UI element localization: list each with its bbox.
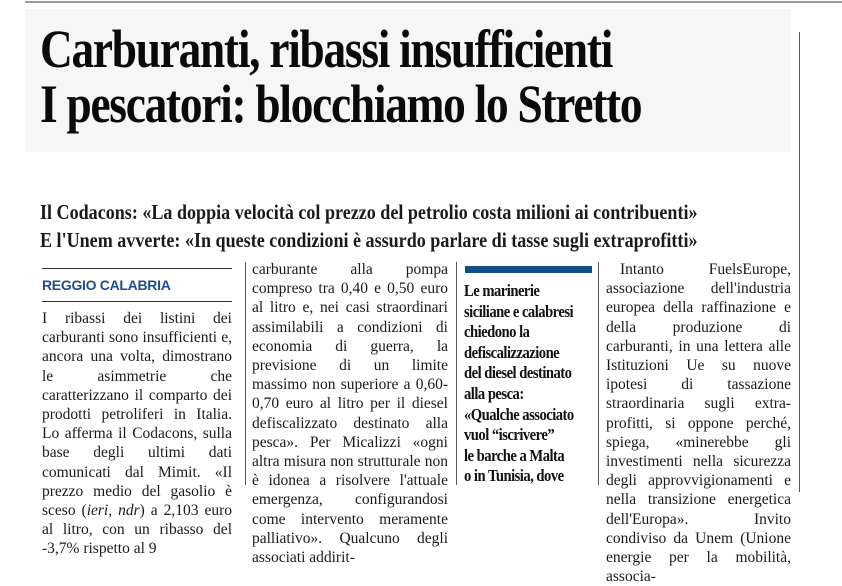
headline-line-1: Carburanti, ribassi insufficienti bbox=[40, 19, 613, 79]
pullquote-line: o in Tunisia, dove bbox=[464, 466, 564, 486]
pullquote-line: «Qualche associato bbox=[464, 404, 574, 424]
pullquote-line: chiedono la bbox=[464, 322, 530, 342]
pullquote-line: siciliane e calabresi bbox=[464, 301, 574, 321]
pullquote-line: le barche a Malta bbox=[464, 445, 565, 465]
article-column-4 bbox=[606, 260, 791, 586]
column-4-paragraph: Intanto FuelsEurope, associazione dell'industria europea della raffinazione e della produzione di carburanti, in una lettera alle Istituzioni Ue su nuove ipotesi di tassazione straordinaria sugli extra-profitti, si oppone perché, spiega, «minerebbe gli investimenti nella sicurezza degli approvvigionamenti e nella transizione energetica dell'Europa». Invito condiviso da Unem (Unione energie per la mobilità, associa- bbox=[606, 261, 791, 586]
italic-note: ieri, ndr bbox=[86, 502, 140, 520]
column-2-paragraph: carburante alla pompa compreso tra 0,40 e 0,50 euro al litro e, nei casi straordinari assimilabili a condizioni di economia di guerra, la previsione di un limite massimo non superiore a 0,60-0,70 euro al litro per il diesel defiscalizzato destinato alla pesca». Per Micalizzi «ogni altra misura non strutturale non è idonea a risolvere l'attuale emergenza, configurandosi come intervento meramente palliativo». Qualcuno degli associati addirit- bbox=[252, 261, 448, 567]
top-rule bbox=[25, 1, 842, 3]
pullquote-line: defiscalizzazione bbox=[464, 342, 560, 362]
sidebar-pullquote bbox=[464, 281, 584, 487]
sidebar-accent-bar bbox=[465, 266, 592, 273]
column-divider-3 bbox=[598, 262, 599, 485]
dateline-rule-bottom bbox=[42, 301, 232, 302]
column-divider-2 bbox=[456, 262, 457, 485]
subheadline-line-1: Il Codacons: «La doppia velocità col prezzo del petrolio costa milioni ai contribuenti» bbox=[40, 200, 698, 224]
subheadline-line-2: E l'Unem avverte: «In queste condizioni è assurdo parlare di tasse sugli extraprofitti» bbox=[40, 228, 698, 252]
pullquote-line: del diesel destinato bbox=[464, 363, 572, 383]
dateline-rule-top bbox=[42, 268, 232, 269]
right-column-rule bbox=[799, 32, 800, 492]
dateline: REGGIO CALABRIA bbox=[42, 277, 171, 293]
article-column-1 bbox=[42, 309, 232, 559]
pullquote-line: alla pesca: bbox=[464, 383, 524, 403]
headline-line-2: I pescatori: blocchiamo lo Stretto bbox=[40, 74, 642, 134]
pullquote-line: vuol “iscrivere” bbox=[464, 425, 555, 445]
column-1-paragraph: I ribassi dei listini dei carburanti sono insufficienti e, ancora una volta, dimostrano le asimmetrie che caratterizzano il comparto dei prodotti petroliferi in Italia. Lo afferma il Codacons, sulla base degli ultimi dati comunicati dal Mimit. «Il prezzo medio del gasolio è sceso (ieri, ndr) a 2,103 euro al litro, con un ribasso del -3,7% rispetto al 9 bbox=[42, 310, 232, 558]
article-column-2 bbox=[252, 260, 448, 567]
subheadline bbox=[40, 198, 698, 254]
headline bbox=[40, 19, 678, 134]
pullquote-line: Le marinerie bbox=[464, 281, 540, 300]
column-divider-1 bbox=[245, 262, 246, 485]
